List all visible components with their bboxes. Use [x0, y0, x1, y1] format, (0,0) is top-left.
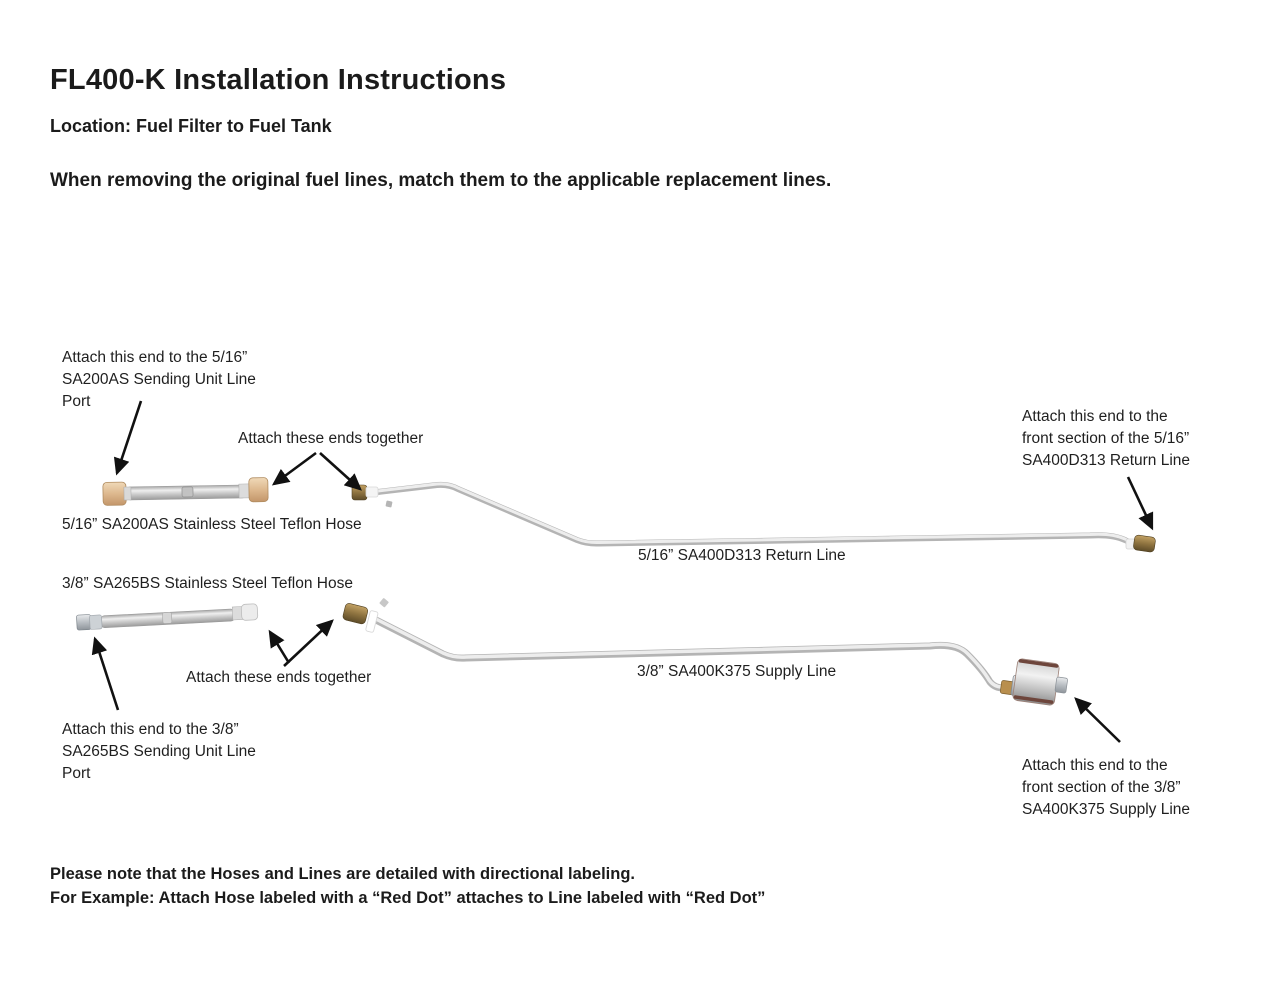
label-line: Attach this end to the 3/8”	[62, 721, 239, 738]
supply-line-image	[342, 598, 1069, 707]
label-attach-together-top: Attach these ends together	[238, 430, 424, 447]
label-line: front section of the 3/8”	[1022, 779, 1181, 796]
label-line: Attach this end to the	[1022, 408, 1168, 425]
label-line: Port	[62, 393, 91, 410]
label-hose-38: 3/8” SA265BS Stainless Steel Teflon Hose	[62, 575, 353, 592]
fuel-filter-image	[1000, 658, 1070, 707]
label-attach-together-bottom: Attach these ends together	[186, 669, 372, 686]
label-line: SA400D313 Return Line	[1022, 452, 1191, 469]
label-line: Attach this end to the	[1022, 757, 1168, 774]
label-line: SA400K375 Supply Line	[1022, 801, 1191, 818]
label-attach-return-front	[1022, 406, 1190, 472]
arrow-to-38-hose-port-end	[95, 639, 118, 710]
arrow-to-return-line-end	[1128, 477, 1152, 528]
instruction-text: When removing the original fuel lines, match them to the applicable replacement lines.	[50, 170, 832, 191]
page-title: FL400-K Installation Instructions	[50, 64, 507, 96]
return-line-image	[352, 484, 1156, 553]
label-attach-38-sending-unit	[62, 719, 256, 785]
label-line: front section of the 5/16”	[1022, 430, 1190, 447]
arrow-attach-top-right	[320, 453, 360, 489]
label-line: SA200AS Sending Unit Line	[62, 371, 256, 388]
arrow-attach-bottom-left	[270, 632, 289, 663]
label-attach-supply-front	[1022, 755, 1190, 821]
footer-note-1: Please note that the Hoses and Lines are detailed with directional labeling.	[50, 865, 635, 883]
label-hose-516: 5/16” SA200AS Stainless Steel Teflon Hose	[62, 516, 362, 533]
label-return-line: 5/16” SA400D313 Return Line	[638, 547, 846, 564]
label-line: Attach this end to the 5/16”	[62, 349, 248, 366]
hose-516-image	[103, 478, 268, 506]
arrow-attach-bottom-right	[284, 621, 332, 666]
location-subtitle: Location: Fuel Filter to Fuel Tank	[50, 116, 332, 136]
label-attach-516-sending-unit	[62, 347, 256, 413]
arrow-to-supply-line-end	[1076, 699, 1120, 742]
hose-38-image	[76, 604, 258, 630]
arrow-attach-top-left	[274, 453, 316, 484]
label-line: SA265BS Sending Unit Line	[62, 743, 256, 760]
label-line: Port	[62, 765, 91, 782]
footer-note-2: For Example: Attach Hose labeled with a “Red Dot” attaches to Line labeled with “Red Dot”	[50, 889, 766, 907]
label-supply-line: 3/8” SA400K375 Supply Line	[637, 663, 837, 680]
